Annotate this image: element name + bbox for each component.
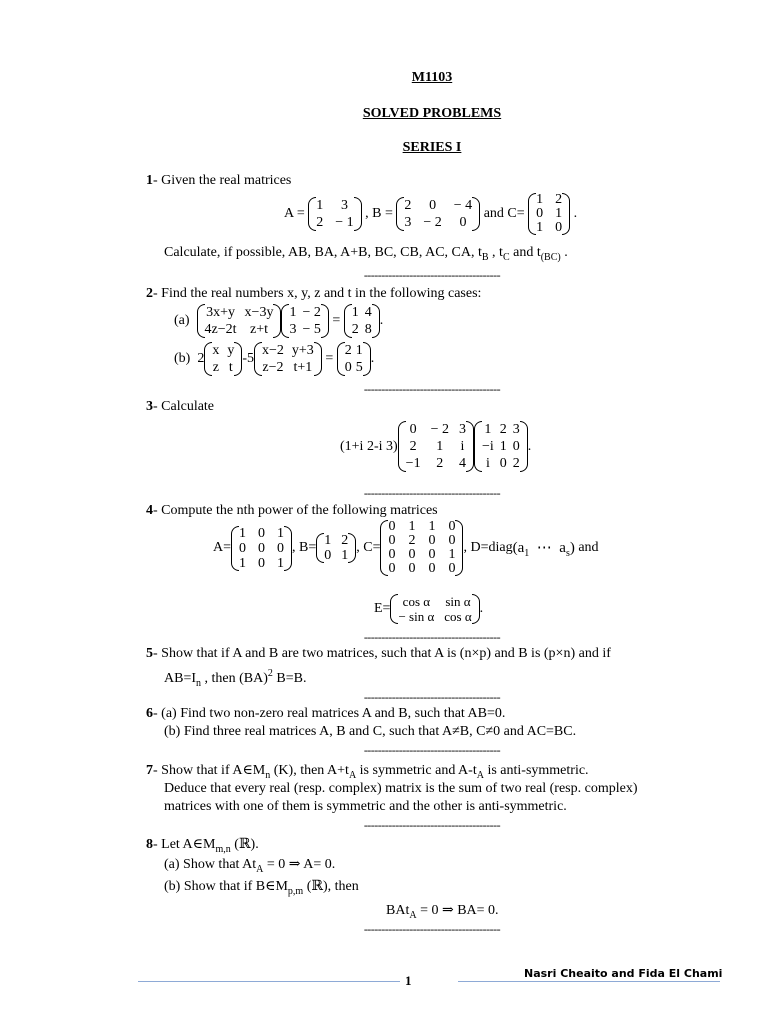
matrix-b: 2 0 − 4 3 − 2 0 <box>396 197 480 231</box>
diag-matrix: ($a_1$ ⋯ $a_s$) <box>512 539 575 559</box>
separator: --------------------------------------- <box>363 922 501 936</box>
separator: --------------------------------------- <box>363 268 501 282</box>
separator: --------------------------------------- <box>363 818 501 832</box>
separator: --------------------------------------- <box>363 743 501 757</box>
problem-6-line2: (b) Find three real matrices A, B and C, such that A≠B, C≠0 and AC=BC. <box>164 724 577 739</box>
problem-4-matrices: A= 1 0 1 0 0 0 1 0 1 , B= 1 2 0 1 , C= 0 1 1 0 0 2 0 0 0 0 0 1 0 0 0 0 , $D=diag(a_1$ ⋯ $a_s$) and <box>213 519 599 576</box>
problem-text: - Given the real matrices <box>153 173 292 188</box>
problem-1-calculate: Calculate, if possible, AB, BA, A+B, BC, CB, AC, CA, $t_B$ , $t_C$ and $t_{(BC)}$ . <box>164 245 568 263</box>
problem-1-heading <box>146 173 291 189</box>
matrix-4b: 1 2 0 1 <box>316 533 356 563</box>
matrix-3-2: 1 2 3 −i 1 0 i 0 2 <box>474 421 528 472</box>
matrix-c-label: and C= <box>483 206 525 221</box>
problem-7-line3: matrices with one of them is symmetric and the other is anti-symmetric. <box>164 799 567 814</box>
matrix-2a-3: 1 4 2 8 <box>344 304 380 338</box>
footer-rule-left <box>138 981 400 982</box>
problem-number: 1 <box>146 173 153 188</box>
series-title: SERIES I <box>402 140 462 155</box>
problem-2b: (b) 2 x y z t -5 x−2 y+3 z−2 t+1 = 2 1 0 5 . <box>174 343 375 375</box>
problem-3-expression: (1+i 2-i 3) 0 − 2 3 2 1 i −1 2 4 1 2 3 −i 1 0 i 0 2 . <box>340 422 532 471</box>
problem-4-heading: 4- Compute the nth power of the following matrices <box>146 503 438 518</box>
problem-7: 7- Show that if $A\in M_n$ (K), then $A+t_A$ is symmetric and $A-t_A$ is anti-symmetric. <box>146 763 589 781</box>
problem-8b: (b) Show that if $B\in M_{p,m}$ (ℝ), then <box>164 879 359 897</box>
problem-8-conclusion: BAt$_A$ = 0 ⇒ BA= 0. <box>386 903 499 921</box>
problem-5-line2: $AB=I_n$ , then (BA)$^2$ B=B. <box>164 668 307 689</box>
matrix-2a-2: 1 − 2 3 − 5 <box>281 304 328 338</box>
matrix-2b-1: x y z t <box>204 342 242 376</box>
separator: --------------------------------------- <box>363 630 501 644</box>
problem-8a: (a) Show that $At_A = 0$ ⇒ A= 0. <box>164 857 336 875</box>
footer-authors: Nasri Cheaito and Fida El Chami <box>524 967 723 980</box>
problem-8: 8- Let $A\in M_{m,n}$ (ℝ). <box>146 837 259 855</box>
matrix-b-label: , B = <box>365 206 393 221</box>
matrix-a: 1 3 2 − 1 <box>308 197 361 231</box>
problem-7-line2: Deduce that every real (resp. complex) matrix is the sum of two real (resp. complex) <box>164 781 638 796</box>
problem-1-matrices: A = 1 3 2 − 1 , B = 2 0 − 4 3 − 2 0 and C= 1 2 0 1 1 0 . <box>284 192 578 235</box>
problem-2a: (a) 3x+y x−3y 4z−2t z+t 1 − 2 3 − 5 = 1 4 2 8 . <box>174 305 384 337</box>
matrix-4e: cos α sin α − sin α cos α <box>390 594 479 624</box>
footer-rule-right <box>458 981 720 982</box>
row-vector: (1+i 2-i 3) <box>340 438 398 454</box>
matrix-4a: 1 0 1 0 0 0 1 0 1 <box>231 526 292 571</box>
problem-2-heading: 2- Find the real numbers x, y, z and t in the following cases: <box>146 286 482 301</box>
separator: --------------------------------------- <box>363 486 501 500</box>
problem-6: 6- (a) Find two non-zero real matrices A and B, such that AB=0. <box>146 706 506 721</box>
separator: --------------------------------------- <box>363 382 501 396</box>
matrix-3-1: 0 − 2 3 2 1 i −1 2 4 <box>398 421 474 472</box>
page-title: SOLVED PROBLEMS <box>362 106 502 121</box>
problem-4-e: E= cos α sin α − sin α cos α . <box>374 594 484 624</box>
separator: --------------------------------------- <box>363 690 501 704</box>
matrix-2a-1: 3x+y x−3y 4z−2t z+t <box>197 304 282 338</box>
course-code: M1103 <box>411 70 453 85</box>
matrix-2b-3: 2 1 0 5 <box>337 342 371 376</box>
problem-3-heading: 3- Calculate <box>146 399 215 414</box>
matrix-a-label: A = <box>284 206 305 221</box>
page-number: 1 <box>405 973 412 988</box>
matrix-c: 1 2 0 1 1 0 <box>528 193 570 235</box>
matrix-2b-2: x−2 y+3 z−2 t+1 <box>254 342 322 376</box>
matrix-4c: 0 1 1 0 0 2 0 0 0 0 0 1 0 0 0 0 <box>380 520 463 576</box>
problem-5: 5- Show that if A and B are two matrices, such that A is (n×p) and B is (p×n) and if <box>146 646 611 661</box>
